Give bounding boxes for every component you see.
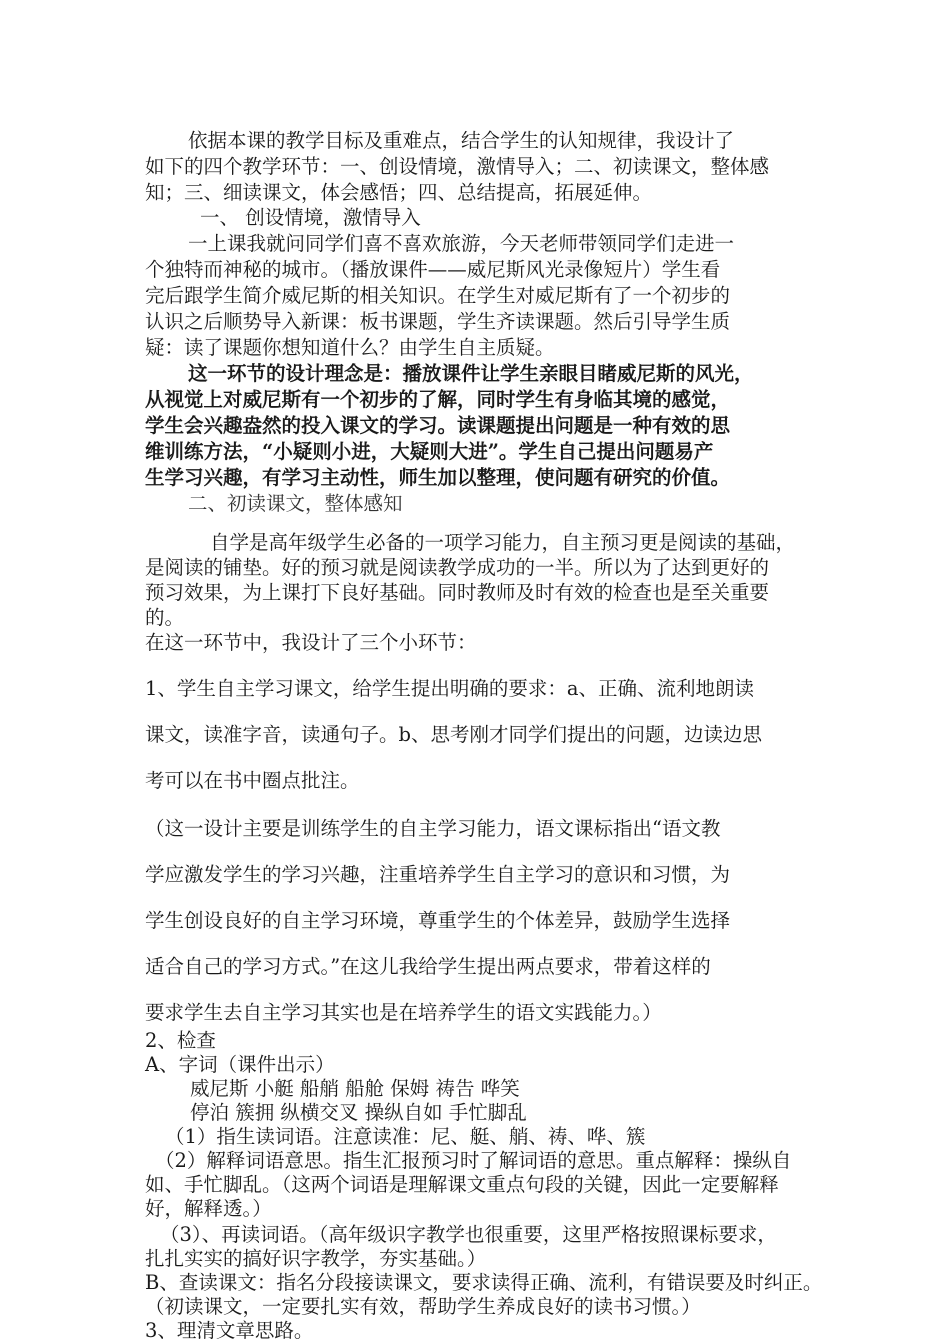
a-item-3-line-2: 扎扎实实的搞好识字教学，夯实基础。） — [145, 1247, 487, 1270]
section2-paragraph-line-3: 预习效果，为上课打下良好基础。同时教师及时有效的检查也是至关重要 — [145, 581, 770, 604]
step1-line-2: 课文，读准字音，读通句子。b、思考刚才同学们提出的问题，边读边思 — [145, 723, 762, 746]
b-item-line-1: B、查读课文：指名分段接读课文，要求读得正确、流利，有错误要及时纠正。 — [145, 1271, 823, 1294]
section2-paragraph-line-2: 是阅读的铺垫。好的预习就是阅读教学成功的一半。所以为了达到更好的 — [145, 556, 770, 579]
intro-line-3: 知；三、细读课文，体会感悟；四、总结提高，拓展延伸。 — [145, 181, 653, 204]
step1-note-line-3: 学生创设良好的自主学习环境，尊重学生的个体差异，鼓励学生选择 — [145, 909, 731, 932]
section1-paragraph-line-4: 认识之后顺势导入新课：板书课题，学生齐读课题。然后引导学生质 — [145, 310, 731, 333]
section1-rationale-line-1: 这一环节的设计理念是：播放课件让学生亲眼目睹威尼斯的风光， — [188, 362, 754, 385]
section2-heading: 二、初读课文，整体感知 — [188, 492, 403, 515]
word-list-line-1: 威尼斯 小艇 船艄 船舱 保姆 祷告 哗笑 — [190, 1077, 520, 1100]
section1-rationale-line-2: 从视觉上对威尼斯有一个初步的了解，同时学生有身临其境的感觉， — [145, 388, 731, 411]
a-item-1: （1）指生读词语。注意读准：尼、艇、艄、祷、哗、簇 — [165, 1125, 646, 1148]
word-list-line-2: 停泊 簇拥 纵横交叉 操纵自如 手忙脚乱 — [190, 1101, 527, 1124]
section1-rationale-line-4: 维训练方法，“小疑则小进，大疑则大进”。学生自己提出问题易产 — [145, 440, 714, 463]
step1-line-1: 1、学生自主学习课文，给学生提出明确的要求：a、正确、流利地朗读 — [145, 677, 755, 700]
a-item-2-line-1: （2）解释词语意思。指生汇报预习时了解词语的意思。重点解释：操纵自 — [155, 1149, 792, 1172]
section1-paragraph-line-2: 个独特而神秘的城市。（播放课件——威尼斯风光录像短片）学生看 — [145, 258, 721, 281]
step1-note-line-4: 适合自己的学习方式。”在这儿我给学生提出两点要求，带着这样的 — [145, 955, 711, 978]
step2-heading: 2、检查 — [145, 1029, 216, 1052]
section2-paragraph-line-4: 的。 — [145, 606, 185, 629]
step1-note-line-2: 学应激发学生的学习兴趣，注重培养学生自主学习的意识和习惯，为 — [145, 863, 731, 886]
a-heading: A、字词（课件出示） — [145, 1053, 335, 1076]
step1-note-line-1: （这一设计主要是训练学生的自主学习能力，语文课标指出“语文教 — [145, 817, 721, 840]
section1-rationale-line-3: 学生会兴趣盎然的投入课文的学习。读课题提出问题是一种有效的思 — [145, 414, 731, 437]
section2-subintro: 在这一环节中，我设计了三个小环节： — [145, 631, 477, 654]
a-item-3-line-1: （3）、再读词语。（高年级识字教学也很重要，这里严格按照课标要求， — [160, 1223, 777, 1246]
intro-line-1: 依据本课的教学目标及重难点，结合学生的认知规律，我设计了 — [188, 129, 735, 152]
step1-note-line-5: 要求学生去自主学习其实也是在培养学生的语文实践能力。） — [145, 1001, 662, 1024]
step1-line-3: 考可以在书中圈点批注。 — [145, 769, 360, 792]
a-item-2-line-3: 好，解释透。） — [145, 1197, 272, 1220]
section1-paragraph-line-1: 一上课我就问同学们喜不喜欢旅游，今天老师带领同学们走进一 — [188, 232, 735, 255]
a-item-2-line-2: 如、手忙脚乱。（这两个词语是理解课文重点句段的关键，因此一定要解释 — [145, 1173, 779, 1196]
b-item-line-2: （初读课文，一定要扎实有效，帮助学生养成良好的读书习惯。） — [145, 1295, 701, 1318]
section1-paragraph-line-3: 完后跟学生简介威尼斯的相关知识。在学生对威尼斯有了一个初步的 — [145, 284, 731, 307]
section1-paragraph-line-5: 疑：读了课题你想知道什么？由学生自主质疑。 — [145, 336, 555, 359]
section2-paragraph-line-1: 自学是高年级学生必备的一项学习能力，自主预习更是阅读的基础， — [210, 531, 796, 554]
intro-line-2: 如下的四个教学环节：一、创设情境，激情导入；二、初读课文，整体感 — [145, 155, 770, 178]
section1-heading: 一、 创设情境，激情导入 — [200, 206, 421, 229]
section1-rationale-line-5: 生学习兴趣，有学习主动性，师生加以整理，使问题有研究的价值。 — [145, 466, 731, 489]
step3-heading: 3、理清文章思路。 — [145, 1319, 314, 1342]
